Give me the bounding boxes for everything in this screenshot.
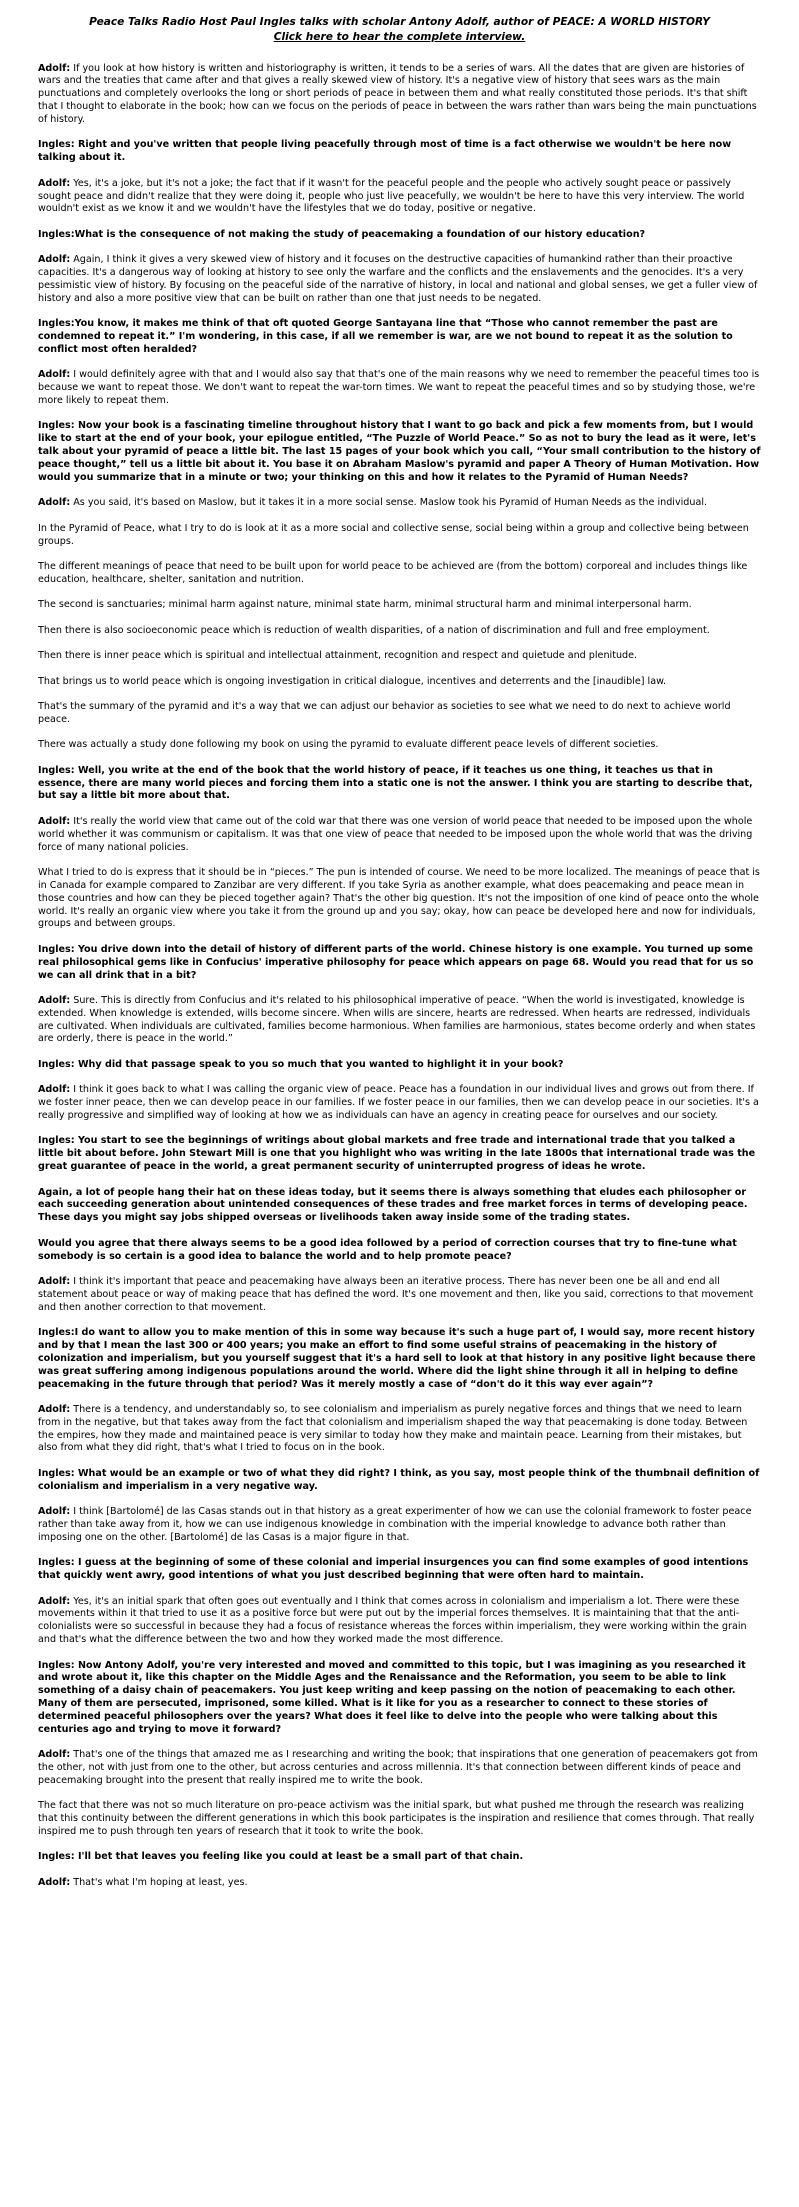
transcript-paragraph [38, 1800, 761, 1839]
speaker-label: Ingles: [38, 1557, 75, 1569]
speaker-label: Ingles: [38, 420, 75, 432]
speaker-label: Adolf: [38, 994, 71, 1006]
paragraph-text: You start to see the beginnings of writings about global markets and free trade and international trade that you talked a little bit about before. John Stewart Mill is one that you highlight who was writing in the late 1800s that international trade was the great guarantee of peace in the world, a great permanent security of uninterrupted progress of ideas he wrote. [38, 1135, 756, 1173]
paragraph-text: Now your book is a fascinating timeline throughout history that I want to go back and pick a few moments from, but I would like to start at the end of your book, your epilogue entitled, “The Puzzle of World Peace.” So as not to bury the lead as it were, let's talk about your pyramid of peace a little bit. The last 15 pages of your book which you call, “Your small contribution to the history of peace thought,” tell us a little bit about it. You base it on Abraham Maslow's pyramid and paper A Theory of Human Motivation. How would you summarize that in a minute or two; your thinking on this and how it relates to the Pyramid of Human Needs? [38, 420, 761, 483]
paragraph-text: I think it goes back to what I was calling the organic view of peace. Peace has a foundation in our individual lives and grows out from there. If we foster inner peace, then we can develop peace in our families. If we foster peace in our families, then we can develop peace in our societies. It's a really progressive and simplified way of looking at how we as individuals can have an agency in creating peace for ourselves and our society. [38, 1084, 759, 1122]
transcript-paragraph [38, 867, 761, 931]
paragraph-text: In the Pyramid of Peace, what I try to do is look at it as a more social and collective sense, social being within a group and collective being between groups. [38, 522, 749, 547]
speaker-label: Ingles: [38, 1327, 75, 1339]
ingles-paragraph [38, 318, 761, 357]
speaker-label: Adolf: [38, 1595, 71, 1607]
transcript-paragraph [38, 523, 761, 549]
ingles-paragraph [38, 765, 761, 804]
ingles-paragraph [38, 1851, 761, 1864]
paragraph-text: What would be an example or two of what they did right? I think, as you say, most people think of the thumbnail definition of colonialism and imperialism in a very negative way. [38, 1467, 760, 1492]
adolf-paragraph [38, 178, 761, 217]
paragraph-text: If you look at how history is written and historiography is written, it tends to be a series of wars. All the dates that are given are histories of wars and the treaties that came after and that gives a really skewed view of history. It's a negative view of history that sees wars as the main punctuations and completely overlooks the long or short periods of peace in between them and what really constituted those periods. It's that shift that I thought to elaborate in the book; how can we focus on the periods of peace in between the wars rather than wars being the main punctuations of history. [38, 62, 757, 125]
paragraph-text: That brings us to world peace which is ongoing investigation in critical dialogue, incentives and deterrents and the [inaudible] law. [38, 675, 667, 687]
paragraph-text: I do want to allow you to make mention of this in some way because it's such a huge part of, I would say, more recent history and by that I mean the last 300 or 400 years; you make an effort to find some useful strains of peacemaking in the history of colonization and imperialism, but you yourself suggest that it's a hard sell to look at that history in any positive light because there was great suffering among indigenous populations around the world. Where did the light shine through it all in helping to define peacemaking in the future through that period? Was it merely mostly a case of “don't do it this way ever again”? [38, 1327, 756, 1390]
transcript-paragraph [38, 701, 761, 727]
paragraph-text: Again, a lot of people hang their hat on these ideas today, but it seems there is always something that eludes each philosopher or each succeeding generation about unintended consequences of these trades and free market forces in terms of developing peace. These days you might say jobs shipped overseas or livelihoods taken away inside some of the trading states. [38, 1186, 748, 1224]
paragraph-text: You drive down into the detail of history of different parts of the world. Chinese history is one example. You turned up some real philosophical gems like in Confucius' imperative philosophy for peace which appears on page 68. Would you read that for us so we can all drink that in a bit? [38, 943, 754, 981]
adolf-paragraph [38, 1506, 761, 1545]
paragraph-text: I think it's important that peace and peacemaking have always been an iterative process. There has never been one be all and end all statement about peace or way of making peace that has defined the word. It's one movement and then, like you said, corrections to that movement and then another correction to that movement. [38, 1276, 754, 1313]
paragraph-text: Then there is also socioeconomic peace which is reduction of wealth disparities, of a nation of discrimination and full and free employment. [38, 624, 710, 636]
paragraph-text: Yes, it's a joke, but it's not a joke; the fact that if it wasn't for the peaceful people and the people who actively sought peace or passively sought peace and didn't realize that they were doing it, people who just live peacefully, we wouldn't be here to have this very interview. The world wouldn't exist as we know it and we wouldn't have the lifestyles that we do today, positive or negative. [38, 177, 745, 215]
paragraph-text: That's the summary of the pyramid and it's a way that we can adjust our behavior as societies to see what we need to do next to achieve world peace. [38, 701, 731, 725]
ingles-paragraph [38, 1557, 761, 1583]
speaker-label: Ingles: [38, 1467, 75, 1479]
adolf-paragraph [38, 1084, 761, 1123]
adolf-paragraph [38, 816, 761, 855]
listen-interview-link[interactable]: Click here to hear the complete interview. [273, 30, 526, 43]
paragraph-text: As you said, it's based on Maslow, but it takes it in a more social sense. Maslow took his Pyramid of Human Needs as the individual. [70, 497, 708, 509]
adolf-paragraph [38, 254, 761, 305]
transcript-paragraph [38, 561, 761, 587]
speaker-label: Adolf: [38, 497, 71, 509]
adolf-paragraph [38, 1596, 761, 1647]
page-title: Peace Talks Radio Host Paul Ingles talks with scholar Antony Adolf, author of PEACE: A WORLD HISTORY [89, 16, 710, 28]
paragraph-text: Well, you write at the end of the book that the world history of peace, if it teaches us one thing, it teaches us that in essence, there are many world pieces and forcing them into a static one is not the answer. I think you are starting to describe that, but say a little bit more about that. [38, 764, 753, 802]
paragraph-text: I'll bet that leaves you feeling like you could at least be a small part of that chain. [74, 1851, 524, 1863]
transcript-paragraph [38, 625, 761, 638]
ingles-paragraph [38, 139, 761, 165]
speaker-label: Adolf: [38, 1876, 71, 1888]
paragraph-text: There is a tendency, and understandably so, to see colonialism and imperialism as purely negative forces and things that we need to learn from in the negative, but that takes away from the fact that colonialism and imperialism shaped the way that peacemaking is done today. Between the empires, how they made and maintained peace is very similar to today how they make and maintain peace. Learning from their mistakes, but also from what they did right, that's what I tried to focus on in the book. [38, 1403, 748, 1454]
speaker-label: Adolf: [38, 815, 71, 827]
ingles-paragraph [38, 1468, 761, 1494]
paragraph-text: Right and you've written that people living peacefully through most of time is a fact otherwise we wouldn't be here now talking about it. [38, 139, 732, 164]
paragraph-text: You know, it makes me think of that oft quoted George Santayana line that “Those who cannot remember the past are condemned to repeat it.” I'm wondering, in this case, if all we remember is war, are we not bound to repeat it as the solution to conflict most often heralded? [38, 318, 733, 355]
ingles-paragraph [38, 944, 761, 983]
ingles-paragraph [38, 1238, 761, 1264]
paragraph-text: Sure. This is directly from Confucius and it's related to his philosophical imperative of peace. “When the world is investigated, knowledge is extended. When knowledge is extended, wills become sincere. When wills are sincere, hearts are redressed. When hearts are redressed, individuals are cultivated. When individuals are cultivated, families become harmonious. When families are harmonious, states become orderly and when states are orderly, there is peace in the world.” [38, 994, 756, 1045]
speaker-label: Adolf: [38, 1506, 71, 1518]
paragraph-text: I would definitely agree with that and I would also say that that's one of the main reasons why we need to remember the peaceful times too is because we want to repeat those. We don't want to repeat the war-torn times. We want to repeat the peaceful times and so by studying those, we're more likely to repeat them. [38, 369, 760, 407]
adolf-paragraph [38, 1276, 761, 1315]
speaker-label: Ingles: [38, 228, 75, 240]
paragraph-text: Then there is inner peace which is spiritual and intellectual attainment, recognition and respect and quietude and plenitude. [38, 650, 638, 662]
adolf-paragraph [38, 1877, 761, 1890]
ingles-paragraph [38, 1135, 761, 1174]
speaker-label: Ingles: [38, 1058, 75, 1070]
transcript-body [38, 63, 761, 1890]
speaker-label: Ingles: [38, 318, 75, 330]
paragraph-text: Again, I think it gives a very skewed view of history and it focuses on the destructive capacities of humankind rather than their proactive capacities. It's a dangerous way of looking at history to see only the warfare and the conflicts and the enslavements and the genocides. It's a very pessimistic view of history. By focusing on the peaceful side of the narrative of history, in local and national and global senses, we get a fuller view of history and also a more positive view that can be built on rather than one that just needs to be negated. [38, 254, 758, 304]
paragraph-text: I think [Bartolomé] de las Casas stands out in that history as a great experimenter of how we can use the colonial framework to foster peace rather than take away from it, how we can use indigenous knowledge in combination with the imperial knowledge to advance both rather than imposing one on the other. [Bartolomé] de las Casas is a major figure in that. [38, 1506, 752, 1543]
speaker-label: Adolf: [38, 62, 71, 74]
transcript-header [38, 16, 761, 45]
paragraph-text: It's really the world view that came out of the cold war that there was one version of world peace that needed to be imposed upon the whole world whether it was communism or capitalism. It was that one view of peace that needed to be imposed upon the whole world that was the driving force of many national policies. [38, 815, 753, 853]
ingles-paragraph [38, 229, 761, 242]
ingles-paragraph [38, 1059, 761, 1072]
ingles-paragraph [38, 420, 761, 484]
paragraph-text: I guess at the beginning of some of these colonial and imperial insurgences you can find some examples of good intentions that quickly went awry, good intentions of what you just described beginning that were often hard to maintain. [38, 1557, 749, 1582]
speaker-label: Adolf: [38, 254, 71, 266]
paragraph-text: The different meanings of peace that need to be built upon for world peace to be achieved are (from the bottom) corporeal and includes things like education, healthcare, shelter, sanitation and nutrition. [38, 561, 748, 585]
ingles-paragraph [38, 1660, 761, 1737]
speaker-label: Ingles: [38, 1851, 75, 1863]
adolf-paragraph [38, 63, 761, 127]
transcript-paragraph [38, 650, 761, 663]
speaker-label: Ingles: [38, 764, 75, 776]
paragraph-text: That's one of the things that amazed me as I researching and writing the book; that inspirations that one generation of peacemakers got from the other, not with just from one to the other, but across centuries and across millennia. It's that connection between different kinds of peace and peacemaking brought into the present that really inspired me to write the book. [38, 1749, 758, 1786]
ingles-paragraph [38, 1187, 761, 1226]
adolf-paragraph [38, 497, 761, 510]
transcript-paragraph [38, 676, 761, 689]
speaker-label: Adolf: [38, 177, 71, 189]
paragraph-text: What I tried to do is express that it should be in “pieces.” The pun is intended of course. We need to be more localized. The meanings of peace that is in Canada for example compared to Zanzibar are very different. If you take Syria as another example, what does peacemaking and peace mean in those countries and how can they be pieced together again? That's the other big question. It's not the imposition of one kind of peace onto the whole world. It's really an organic view where you take it from the ground up and you say; okay, how can peace be developed here and now for individuals, groups and between groups. [38, 867, 760, 930]
paragraph-text: Would you agree that there always seems to be a good idea followed by a period of correction courses that try to fine-tune what somebody is so certain is a good idea to balance the world and to help promote peace? [38, 1237, 737, 1262]
speaker-label: Ingles: [38, 943, 75, 955]
paragraph-text: Now Antony Adolf, you're very interested and moved and committed to this topic, but I was imagining as you researched it and wrote about it, like this chapter on the Middle Ages and the Renaissance and the Reformation, you seem to be able to link something of a daisy chain of peacemakers. You just keep writing and keep passing on the notion of peacemaking to each other. Many of them are persecuted, imprisoned, some killed. What is it like for you as a researcher to connect to these stories of determined peaceful philosophers over the years? What does it feel like to delve into the people who were talking about this centuries ago and trying to move it forward? [38, 1659, 746, 1735]
paragraph-text: Why did that passage speak to you so much that you wanted to highlight it in your book? [74, 1058, 564, 1070]
ingles-paragraph [38, 1327, 761, 1391]
speaker-label: Adolf: [38, 1749, 71, 1761]
adolf-paragraph [38, 369, 761, 408]
paragraph-text: There was actually a study done following my book on using the pyramid to evaluate different peace levels of different societies. [38, 739, 659, 751]
adolf-paragraph [38, 1404, 761, 1455]
speaker-label: Adolf: [38, 369, 71, 381]
transcript-paragraph [38, 739, 761, 752]
adolf-paragraph [38, 1749, 761, 1788]
speaker-label: Adolf: [38, 1276, 71, 1288]
paragraph-text: The second is sanctuaries; minimal harm against nature, minimal state harm, minimal structural harm and minimal interpersonal harm. [38, 599, 692, 611]
paragraph-text: That's what I'm hoping at least, yes. [70, 1876, 248, 1888]
speaker-label: Adolf: [38, 1403, 71, 1415]
speaker-label: Adolf: [38, 1084, 71, 1096]
transcript-paragraph [38, 599, 761, 612]
paragraph-text: Yes, it's an initial spark that often goes out eventually and I think that comes across in colonialism and imperialism a lot. There were these movements within it that tried to use it as a positive force but were put out by the imperial forces themselves. It is maintaining that that the anti-colonialists were so successful in because they had a focus of resistance whereas the forces within imperialism, they were working within the grain and that's what the difference between the two and how they worked made the most difference. [38, 1595, 747, 1646]
speaker-label: Ingles: [38, 139, 75, 151]
paragraph-text: The fact that there was not so much literature on pro-peace activism was the initial spark, but what pushed me through the research was realizing that this continuity between the different generations in which this book participates is the inspiration and resilience that comes through. That really inspired me to push through ten years of research that it took to write the book. [38, 1800, 755, 1838]
paragraph-text: What is the consequence of not making the study of peacemaking a foundation of our history education? [74, 228, 646, 240]
adolf-paragraph [38, 995, 761, 1046]
speaker-label: Ingles: [38, 1135, 75, 1147]
speaker-label: Ingles: [38, 1659, 75, 1671]
